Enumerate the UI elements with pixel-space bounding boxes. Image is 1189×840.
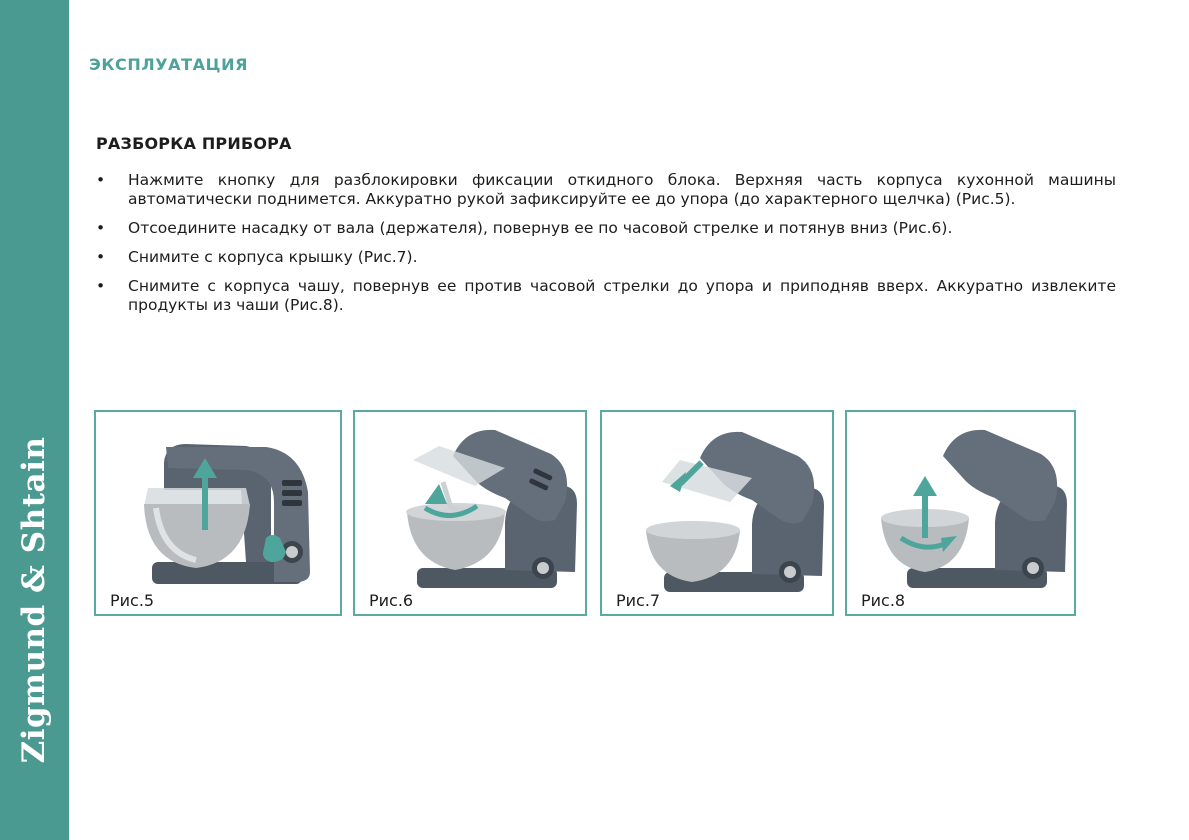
mixer-closed-illustration [96, 412, 342, 616]
mixer-open-bowl-illustration [847, 412, 1076, 616]
section-title: ЭКСПЛУАТАЦИЯ [89, 55, 249, 74]
list-item [96, 171, 1116, 209]
figure-caption: Рис.8 [861, 591, 906, 610]
figure-6 [353, 410, 587, 616]
instruction-list [96, 171, 1116, 325]
list-item-text: Отсоедините насадку от вала (держателя), повернув ее по часовой стрелке и потянув вниз (Рис.6). [128, 219, 953, 237]
list-item [96, 248, 1116, 267]
brand-logo: Zigmund & Shtain [16, 436, 52, 764]
list-item [96, 277, 1116, 315]
figure-caption: Рис.5 [110, 591, 155, 610]
list-item-text: Снимите с корпуса чашу, повернув ее против часовой стрелки до упора и приподняв вверх. Аккуратно извлеките продукты из чаши (Рис.8). [128, 277, 1116, 314]
figure-caption: Рис.6 [369, 591, 414, 610]
mixer-open-attachment-illustration [355, 412, 587, 616]
mixer-open-lid-illustration [602, 412, 834, 616]
sidebar-band [0, 0, 69, 840]
page-heading: РАЗБОРКА ПРИБОРА [96, 134, 292, 153]
bullet-icon: • [96, 171, 106, 189]
list-item-text: Нажмите кнопку для разблокировки фиксации откидного блока. Верхняя часть корпуса кухонной машины автоматически поднимется. Аккуратно рукой зафиксируйте ее до упора (до характерного щелчка) (Рис.5). [128, 171, 1116, 208]
figure-caption: Рис.7 [616, 591, 661, 610]
list-item-text: Снимите с корпуса крышку (Рис.7). [128, 248, 418, 266]
bullet-icon: • [96, 248, 106, 266]
bullet-icon: • [96, 219, 106, 237]
figure-5 [94, 410, 342, 616]
bullet-icon: • [96, 277, 106, 295]
figure-7 [600, 410, 834, 616]
figure-8 [845, 410, 1076, 616]
list-item [96, 219, 1116, 238]
